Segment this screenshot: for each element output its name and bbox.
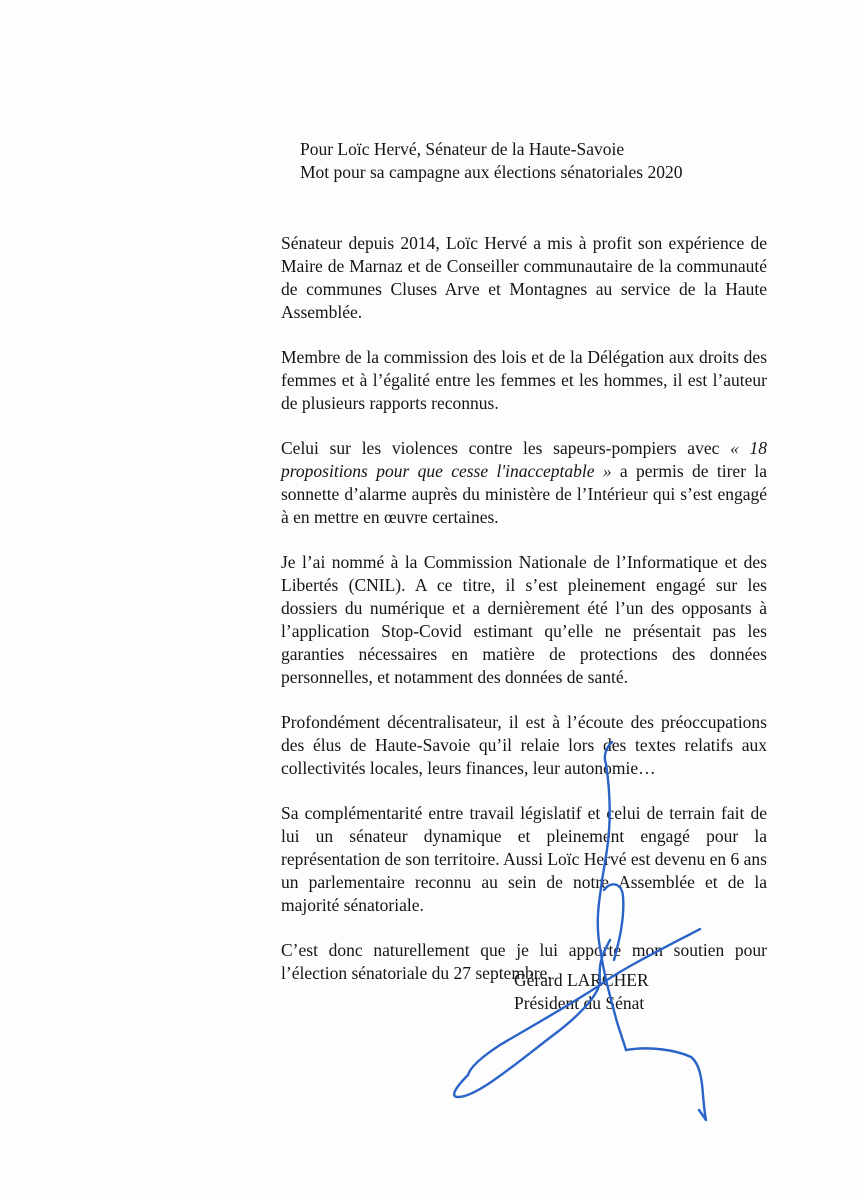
paragraph-complementarity: Sa complémentarité entre travail législatif et celui de terrain fait de lui un sénateur dynamique et pleinement engagé pour la représentation de son territoire. Aussi Loïc Hervé est devenu en 6 ans un parlementaire reconnu au sein de notre Assemblée et de la majorité sénatoriale. bbox=[281, 803, 767, 915]
heading-subject: Mot pour sa campagne aux élections sénatoriales 2020 bbox=[300, 162, 683, 182]
paragraph-support: C’est donc naturellement que je lui apporte mon soutien pour l’élection sénatoriale du 27 septembre. bbox=[281, 940, 767, 983]
signatory-title: Président du Sénat bbox=[514, 993, 645, 1013]
signature-block bbox=[514, 969, 734, 1015]
paragraph-firefighters-end: a permis de tirer la sonnette d’alarme auprès du ministère de l’Intérieur qui s’est engagé à en mettre en œuvre certaines. bbox=[281, 461, 767, 527]
paragraph-career: Sénateur depuis 2014, Loïc Hervé a mis à profit son expérience de Maire de Marnaz et de Conseiller communautaire de la communauté de communes Cluses Arve et Montagnes au service de la Haute Assemblée. bbox=[281, 233, 767, 322]
paragraph-commissions: Membre de la commission des lois et de la Délégation aux droits des femmes et à l’égalité entre les femmes et les hommes, il est l’auteur de plusieurs rapports reconnus. bbox=[281, 347, 767, 413]
paragraph-decentralisation: Profondément décentralisateur, il est à l’écoute des préoccupations des élus de Haute-Savoie qu’il relaie lors des textes relatifs aux collectivités locales, leurs finances, leur autonomie… bbox=[281, 712, 767, 778]
heading-recipient: Pour Loïc Hervé, Sénateur de la Haute-Savoie bbox=[300, 139, 625, 159]
paragraph-firefighters-start: Celui sur les violences contre les sapeurs-pompiers avec bbox=[281, 438, 731, 458]
letter-body bbox=[281, 232, 767, 1007]
report-title-quote: « 18 propositions pour que cesse l'inacceptable » bbox=[281, 438, 768, 481]
paragraph-cnil: Je l’ai nommé à la Commission Nationale de l’Informatique et des Libertés (CNIL). A ce titre, il s’est pleinement engagé sur les dossiers du numérique et a dernièrement été l’un des opposants à l’application Stop-Covid estimant qu’elle ne présentait pas les garanties nécessaires en matière de protections des données personnelles, et notamment des données de santé. bbox=[281, 552, 767, 687]
letter-heading bbox=[300, 138, 740, 184]
signatory-name: Gérard LARCHER bbox=[514, 970, 649, 990]
paragraph-firefighters bbox=[281, 437, 767, 529]
